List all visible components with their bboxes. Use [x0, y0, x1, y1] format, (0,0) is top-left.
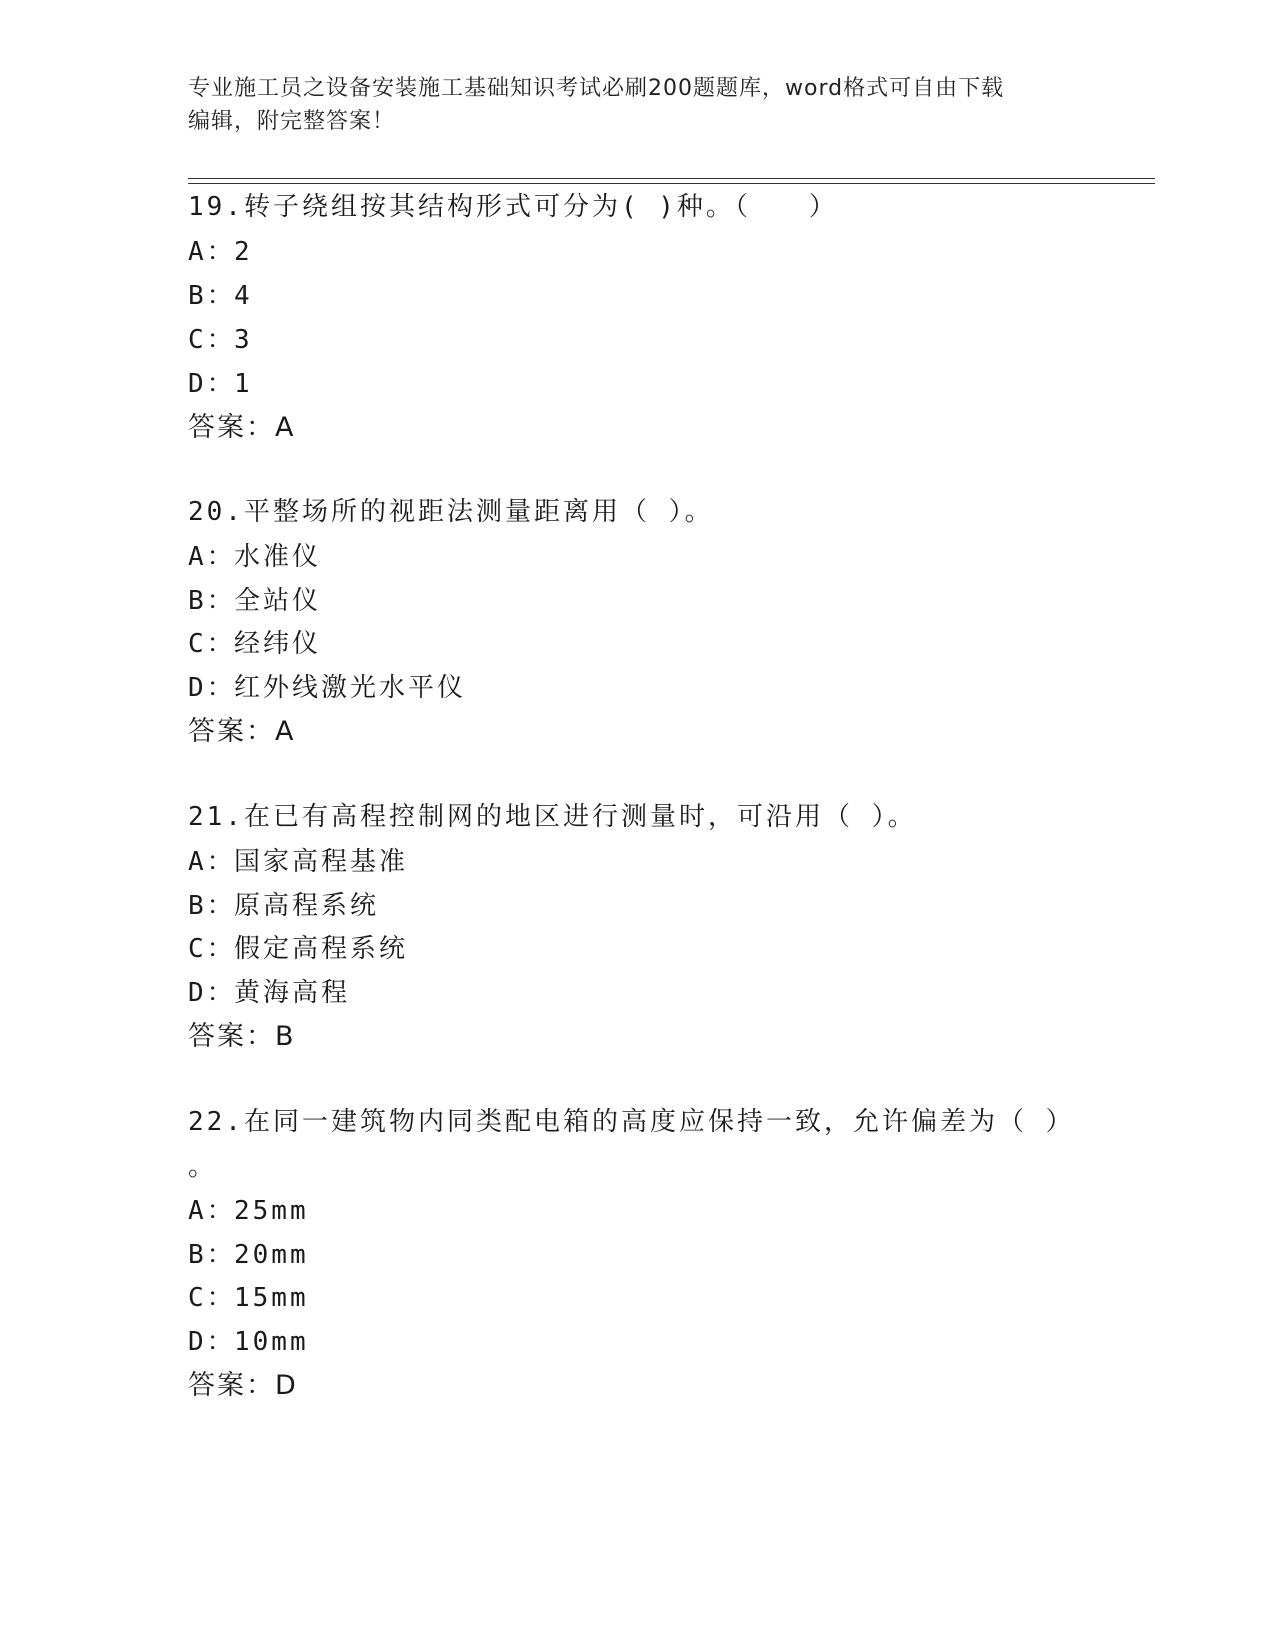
option-text: 1: [234, 369, 253, 399]
option-letter: A：: [188, 847, 236, 877]
question-stem: 19.转子绕组按其结构形式可分为( )种。（ ）: [188, 192, 838, 222]
option-d: [188, 1327, 309, 1357]
option-letter: B：: [188, 281, 236, 311]
option-b: [188, 586, 321, 616]
option-c: [188, 1283, 309, 1313]
option-letter: A：: [188, 237, 236, 267]
option-text: 15mm: [234, 1283, 309, 1313]
option-letter: D：: [188, 978, 236, 1008]
option-text: 10mm: [234, 1327, 309, 1357]
question-stem: 21.在已有高程控制网的地区进行测量时，可沿用（ ）。: [188, 802, 917, 832]
option-letter: A：: [188, 542, 236, 572]
question-stem: 22.在同一建筑物内同类配电箱的高度应保持一致，允许偏差为（ ）: [188, 1107, 1075, 1137]
option-text: 2: [234, 237, 253, 267]
option-letter: A：: [188, 1196, 236, 1226]
option-letter: C：: [188, 934, 236, 964]
option-letter: C：: [188, 1283, 236, 1313]
option-text: 原高程系统: [234, 891, 380, 921]
document-header: [188, 72, 1068, 138]
option-d: [188, 369, 253, 399]
option-a: [188, 1196, 309, 1226]
option-d: [188, 978, 350, 1008]
option-a: [188, 847, 408, 877]
question-stem: 20.平整场所的视距法测量距离用（ ）。: [188, 497, 714, 527]
option-text: 全站仪: [234, 586, 322, 616]
option-a: [188, 237, 253, 267]
option-letter: D：: [188, 673, 236, 703]
header-line-1: 专业施工员之设备安装施工基础知识考试必刷200题题库，word格式可自由下载: [188, 76, 1005, 101]
header-line-2: 编辑，附完整答案！: [188, 109, 396, 134]
header-divider-top: [188, 178, 1155, 179]
option-b: [188, 281, 253, 311]
option-letter: B：: [188, 891, 236, 921]
option-c: [188, 629, 321, 659]
option-letter: D：: [188, 369, 236, 399]
option-text: 经纬仪: [234, 629, 322, 659]
option-d: [188, 673, 466, 703]
option-text: 20mm: [234, 1240, 309, 1270]
option-c: [188, 934, 408, 964]
answer-line: 答案：A: [188, 716, 296, 747]
option-b: [188, 891, 379, 921]
option-text: 假定高程系统: [234, 934, 409, 964]
answer-line: 答案：B: [188, 1021, 296, 1052]
option-letter: C：: [188, 629, 236, 659]
option-text: 红外线激光水平仪: [234, 673, 467, 703]
option-text: 4: [234, 281, 253, 311]
option-text: 3: [234, 325, 253, 355]
option-c: [188, 325, 253, 355]
option-text: 水准仪: [234, 542, 322, 572]
option-text: 国家高程基准: [234, 847, 409, 877]
option-text: 黄海高程: [234, 978, 351, 1008]
answer-line: 答案：D: [188, 1370, 298, 1401]
option-letter: C：: [188, 325, 236, 355]
option-letter: B：: [188, 586, 236, 616]
option-text: 25mm: [234, 1196, 309, 1226]
option-letter: D：: [188, 1327, 236, 1357]
question-stem-continuation: 。: [188, 1152, 218, 1182]
option-b: [188, 1240, 309, 1270]
option-a: [188, 542, 321, 572]
answer-line: 答案：A: [188, 412, 296, 443]
header-divider-bottom: [188, 183, 1155, 184]
option-letter: B：: [188, 1240, 236, 1270]
